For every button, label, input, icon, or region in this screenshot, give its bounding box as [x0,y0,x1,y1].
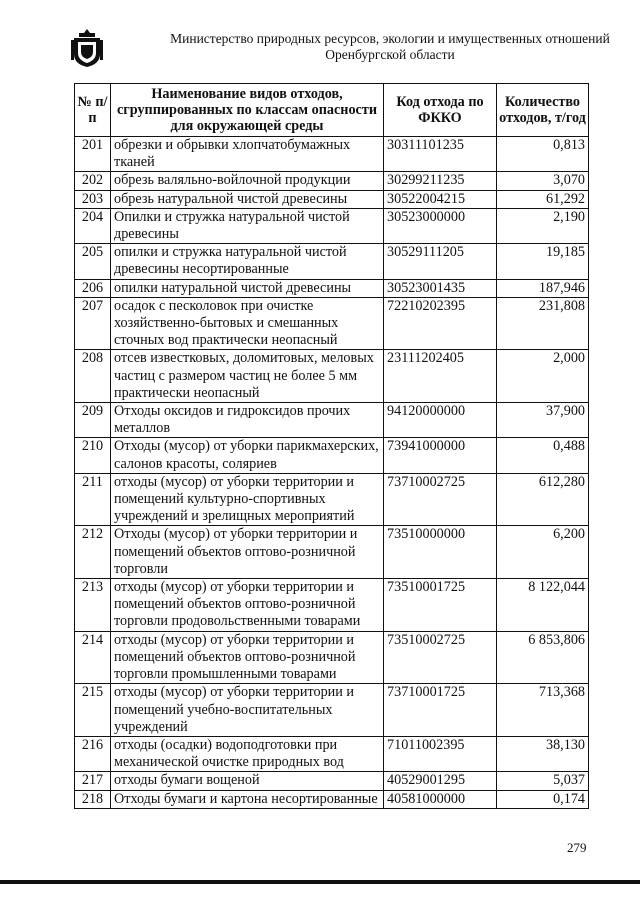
cell-name: отходы (осадки) водоподготовки при механической очистке природных вод [111,736,384,771]
cell-qty: 5,037 [497,772,589,790]
cell-qty: 38,130 [497,736,589,771]
cell-code: 72210202395 [384,297,497,350]
table-row [75,579,589,632]
cell-num: 211 [75,473,111,526]
table-header-row [75,84,589,137]
cell-code: 30523001435 [384,279,497,297]
table-row [75,279,589,297]
cell-num: 214 [75,631,111,684]
cell-qty: 37,900 [497,403,589,438]
ministry-name [160,31,620,63]
cell-qty: 612,280 [497,473,589,526]
header-code: Код отхода по ФККО [384,84,497,137]
cell-name: Отходы (мусор) от уборки территории и помещений объектов оптово-розничной торговли [111,526,384,579]
cell-num: 213 [75,579,111,632]
cell-code: 30522004215 [384,190,497,208]
cell-name: Опилки и стружка натуральной чистой древесины [111,208,384,243]
header-qty: Количество отходов, т/год [497,84,589,137]
header-num: № п/п [75,84,111,137]
table-row [75,190,589,208]
table-row [75,137,589,172]
table-row [75,631,589,684]
cell-num: 209 [75,403,111,438]
cell-code: 30311101235 [384,137,497,172]
cell-name: обрезь валяльно-войлочной продукции [111,172,384,190]
cell-qty: 0,488 [497,438,589,473]
cell-num: 217 [75,772,111,790]
cell-num: 210 [75,438,111,473]
table-row [75,403,589,438]
cell-qty: 187,946 [497,279,589,297]
table-row [75,438,589,473]
document-header [60,22,640,77]
cell-code: 73710002725 [384,473,497,526]
cell-num: 204 [75,208,111,243]
cell-name: отходы (мусор) от уборки территории и помещений объектов оптово-розничной торговли продовольственными товарами [111,579,384,632]
cell-qty: 19,185 [497,244,589,279]
table-row [75,684,589,737]
cell-code: 30299211235 [384,172,497,190]
cell-code: 23111202405 [384,350,497,403]
cell-name: обрезь натуральной чистой древесины [111,190,384,208]
table-row [75,297,589,350]
cell-qty: 6,200 [497,526,589,579]
cell-num: 206 [75,279,111,297]
cell-code: 73510001725 [384,579,497,632]
waste-table [74,83,589,809]
cell-qty: 61,292 [497,190,589,208]
cell-name: Отходы оксидов и гидроксидов прочих металлов [111,403,384,438]
cell-code: 30529111205 [384,244,497,279]
cell-name: отсев известковых, доломитовых, меловых частиц с размером частиц не более 5 мм практически неопасный [111,350,384,403]
cell-name: отходы (мусор) от уборки территории и помещений культурно-спортивных учреждений и зрелищных мероприятий [111,473,384,526]
cell-num: 212 [75,526,111,579]
cell-num: 202 [75,172,111,190]
cell-qty: 231,808 [497,297,589,350]
cell-qty: 713,368 [497,684,589,737]
table-row [75,772,589,790]
cell-num: 201 [75,137,111,172]
cell-code: 30523000000 [384,208,497,243]
cell-name: Отходы бумаги и картона несортированные [111,790,384,808]
cell-code: 40581000000 [384,790,497,808]
cell-num: 203 [75,190,111,208]
cell-name: опилки и стружка натуральной чистой древесины несортированные [111,244,384,279]
cell-code: 71011002395 [384,736,497,771]
cell-code: 40529001295 [384,772,497,790]
cell-name: Отходы (мусор) от уборки парикмахерских, салонов красоты, соляриев [111,438,384,473]
cell-qty: 0,813 [497,137,589,172]
header-name: Наименование видов отходов, сгруппированных по классам опасности для окружающей среды [111,84,384,137]
cell-name: опилки натуральной чистой древесины [111,279,384,297]
cell-name: осадок с песколовок при очистке хозяйственно-бытовых и смешанных сточных вод практически неопасный [111,297,384,350]
page-number: 279 [567,840,587,855]
cell-name: отходы бумаги вощеной [111,772,384,790]
cell-num: 205 [75,244,111,279]
cell-qty: 2,190 [497,208,589,243]
cell-code: 73510002725 [384,631,497,684]
cell-name: обрезки и обрывки хлопчатобумажных тканей [111,137,384,172]
cell-code: 73941000000 [384,438,497,473]
cell-code: 73510000000 [384,526,497,579]
cell-qty: 2,000 [497,350,589,403]
ministry-line-1: Министерство природных ресурсов, экологии и имущественных отношений [170,31,610,46]
cell-code: 73710001725 [384,684,497,737]
coat-of-arms-icon [70,28,104,68]
table-row [75,208,589,243]
table-row [75,244,589,279]
cell-code: 94120000000 [384,403,497,438]
bottom-rule [0,880,640,884]
cell-qty: 3,070 [497,172,589,190]
cell-num: 215 [75,684,111,737]
cell-qty: 0,174 [497,790,589,808]
cell-num: 216 [75,736,111,771]
cell-num: 218 [75,790,111,808]
cell-name: отходы (мусор) от уборки территории и помещений объектов оптово-розничной торговли промышленными товарами [111,631,384,684]
table-row [75,350,589,403]
table-row [75,473,589,526]
cell-qty: 6 853,806 [497,631,589,684]
cell-num: 207 [75,297,111,350]
table-row [75,172,589,190]
table-row [75,736,589,771]
cell-qty: 8 122,044 [497,579,589,632]
table-row [75,790,589,808]
cell-num: 208 [75,350,111,403]
table-row [75,526,589,579]
cell-name: отходы (мусор) от уборки территории и помещений учебно-воспитательных учреждений [111,684,384,737]
ministry-line-2: Оренбургской области [325,47,455,62]
